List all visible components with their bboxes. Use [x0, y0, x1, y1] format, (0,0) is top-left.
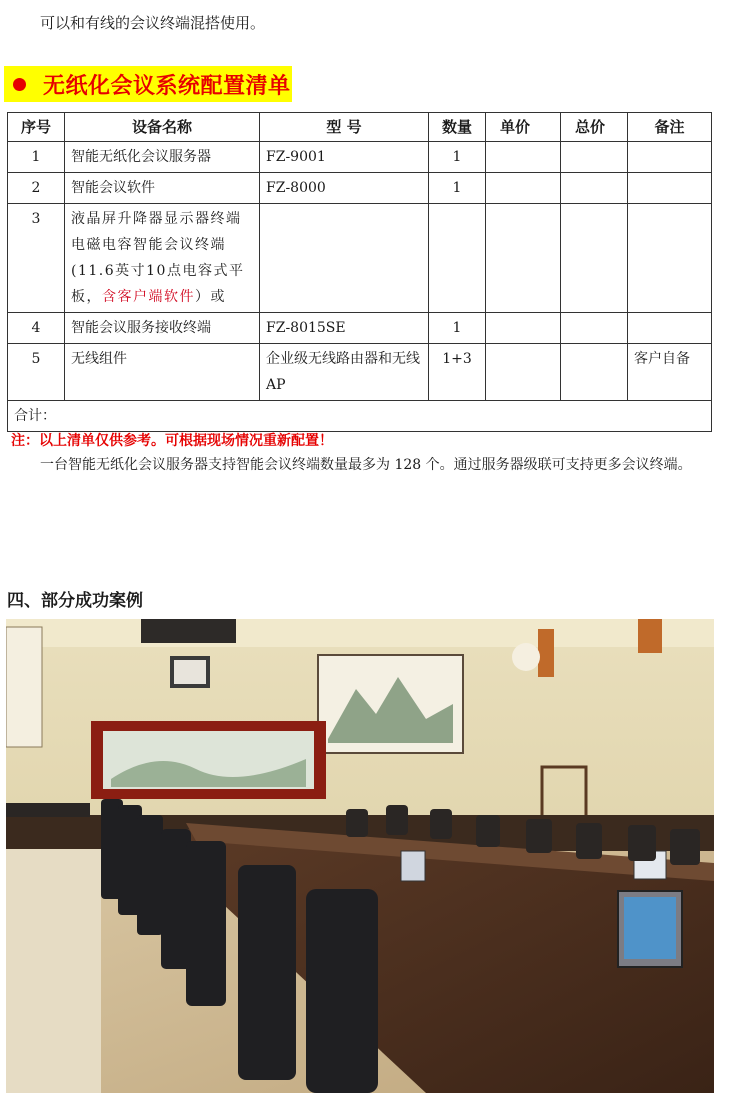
cell-seq: 3: [8, 204, 65, 313]
cell-total-price: [561, 173, 628, 204]
cell-total-price: [561, 142, 628, 173]
cell-qty: 1: [429, 142, 486, 173]
cell-total-price: [561, 313, 628, 344]
table-row: [8, 344, 712, 401]
cell-model: FZ-9001: [260, 142, 429, 173]
table-row: [8, 204, 712, 313]
header-seq: 序号: [8, 113, 65, 142]
cell-seq: 1: [8, 142, 65, 173]
cell-name: [65, 204, 260, 313]
cell-name: 智能会议软件: [65, 173, 260, 204]
config-list-title: 无纸化会议系统配置清单: [43, 73, 291, 99]
table-row: [8, 142, 712, 173]
cell-total-price: [561, 344, 628, 401]
conference-room-illustration: [6, 619, 714, 1093]
section-4-heading: 四、部分成功案例: [7, 591, 143, 611]
header-qty: 数量: [429, 113, 486, 142]
cell-unit-price: [486, 313, 561, 344]
header-remark: 备注: [628, 113, 712, 142]
header-name: 设备名称: [65, 113, 260, 142]
capacity-paragraph-text: 一台智能无纸化会议服务器支持智能会议终端数量最多为 128 个。通过服务器级联可支持更多会议终端。: [40, 457, 692, 473]
cell-total-price: [561, 204, 628, 313]
cell-seq: 2: [8, 173, 65, 204]
cell-qty: [429, 204, 486, 313]
cell-seq: 4: [8, 313, 65, 344]
cell-name: 智能无纸化会议服务器: [65, 142, 260, 173]
cell-name: 智能会议服务接收终端: [65, 313, 260, 344]
cell-seq: 5: [8, 344, 65, 401]
header-total-price: 总价: [561, 113, 628, 142]
capacity-paragraph: [22, 452, 722, 478]
table-total-row: [8, 401, 712, 432]
config-list-heading: [4, 66, 292, 102]
cell-model: FZ-8015SE: [260, 313, 429, 344]
cell-qty: 1+3: [429, 344, 486, 401]
cell-model: [260, 204, 429, 313]
cell-unit-price: [486, 173, 561, 204]
table-row: [8, 313, 712, 344]
cell-name: 无线组件: [65, 344, 260, 401]
cell-remark: [628, 204, 712, 313]
conference-room-photo: [6, 619, 714, 1093]
cell-name-tail: ）或: [195, 289, 226, 305]
total-label: 合计：: [8, 401, 712, 432]
cell-unit-price: [486, 344, 561, 401]
config-note: 注：以上清单仅供参考。可根据现场情况重新配置！: [11, 433, 333, 449]
client-software-highlight: 含客户端软件: [102, 289, 195, 305]
cell-remark: 客户自备: [628, 344, 712, 401]
cell-remark: [628, 173, 712, 204]
cell-remark: [628, 313, 712, 344]
bullet-dot-icon: [13, 78, 26, 91]
table-row: [8, 173, 712, 204]
table-header-row: [8, 113, 712, 142]
cell-model: FZ-8000: [260, 173, 429, 204]
intro-text: 可以和有线的会议终端混搭使用。: [40, 14, 266, 32]
header-model: 型 号: [260, 113, 429, 142]
cell-remark: [628, 142, 712, 173]
cell-unit-price: [486, 204, 561, 313]
cell-qty: 1: [429, 173, 486, 204]
header-unit-price: 单价: [486, 113, 561, 142]
cell-model: 企业级无线路由器和无线AP: [260, 344, 429, 401]
cell-qty: 1: [429, 313, 486, 344]
cell-unit-price: [486, 142, 561, 173]
config-table: [7, 112, 712, 432]
cell-name-text: 液晶屏升降器显示器终端电磁电容智能会议终端(11.6英寸10点电容式平板，: [71, 211, 245, 305]
